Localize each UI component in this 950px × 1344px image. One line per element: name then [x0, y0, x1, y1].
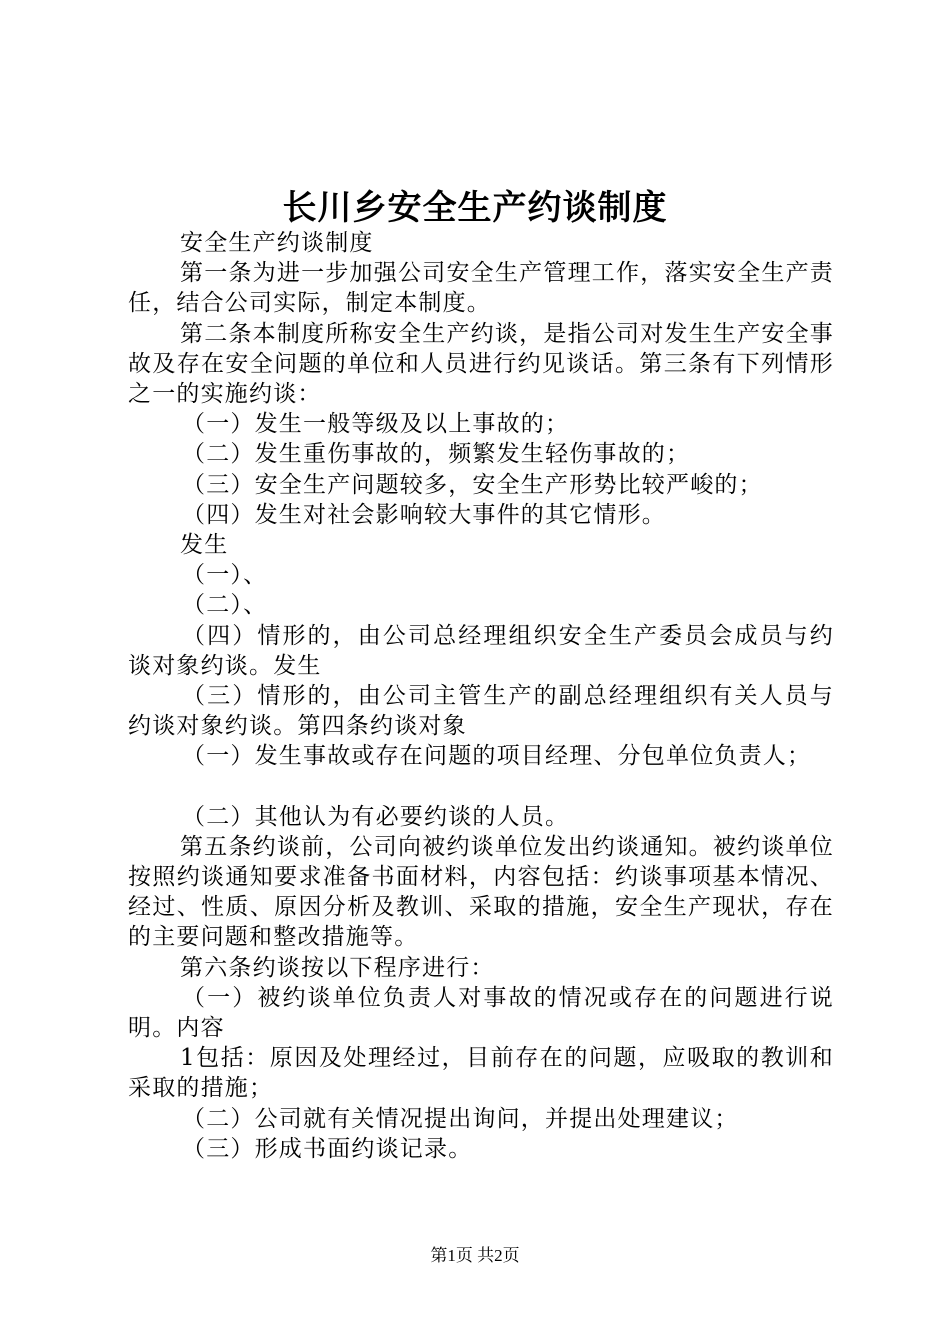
paragraph: 第二条本制度所称安全生产约谈，是指公司对发生生产安全事故及存在安全问题的单位和人员进行约见谈话。第三条有下列情形之一的实施约谈： [128, 320, 834, 408]
document-title: 长川乡安全生产约谈制度 [282, 188, 668, 228]
paragraph: （一）、 [182, 562, 268, 589]
paragraph: （二）发生重伤事故的，频繁发生轻伤事故的； [182, 441, 691, 468]
paragraph: 安全生产约谈制度 [180, 230, 374, 256]
paragraph: 发生 [180, 532, 229, 559]
page-footer: 第1页 共2页 [430, 1246, 520, 1265]
paragraph-gap [128, 772, 834, 802]
paragraph: （二）其他认为有必要约谈的人员。 [182, 803, 570, 830]
paragraph: （四）发生对社会影响较大事件的其它情形。 [182, 501, 666, 528]
paragraph: （三）安全生产问题较多，安全生产形势比较严峻的； [182, 471, 763, 498]
paragraph: （一）发生一般等级及以上事故的； [182, 411, 570, 438]
paragraph: （二）、 [182, 592, 268, 619]
paragraph: （四）情形的，由公司总经理组织安全生产委员会成员与约谈对象约谈。发生 [128, 622, 834, 679]
paragraph: （三）形成书面约谈记录。 [182, 1135, 473, 1162]
paragraph: 第一条为进一步加强公司安全生产管理工作，落实安全生产责任，结合公司实际，制定本制度。 [128, 260, 834, 317]
paragraph: 第五条约谈前，公司向被约谈单位发出约谈通知。被约谈单位按照约谈通知要求准备书面材料，内容包括：约谈事项基本情况、经过、性质、原因分析及教训、采取的措施，安全生产现状，存在的主要问题和整改措施等。 [128, 833, 834, 951]
document-body [128, 228, 834, 1164]
paragraph: （二）公司就有关情况提出询问，并提出处理建议； [182, 1105, 739, 1132]
paragraph: （三）情形的，由公司主管生产的副总经理组织有关人员与约谈对象约谈。第四条约谈对象 [128, 683, 834, 740]
paragraph: （一）被约谈单位负责人对事故的情况或存在的问题进行说明。内容 [128, 984, 834, 1042]
paragraph: 第六条约谈按以下程序进行： [180, 954, 495, 981]
paragraph: 1包括：原因及处理经过，目前存在的问题，应吸取的教训和采取的措施； [128, 1045, 834, 1102]
paragraph: （一）发生事故或存在问题的项目经理、分包单位负责人； [182, 743, 812, 770]
